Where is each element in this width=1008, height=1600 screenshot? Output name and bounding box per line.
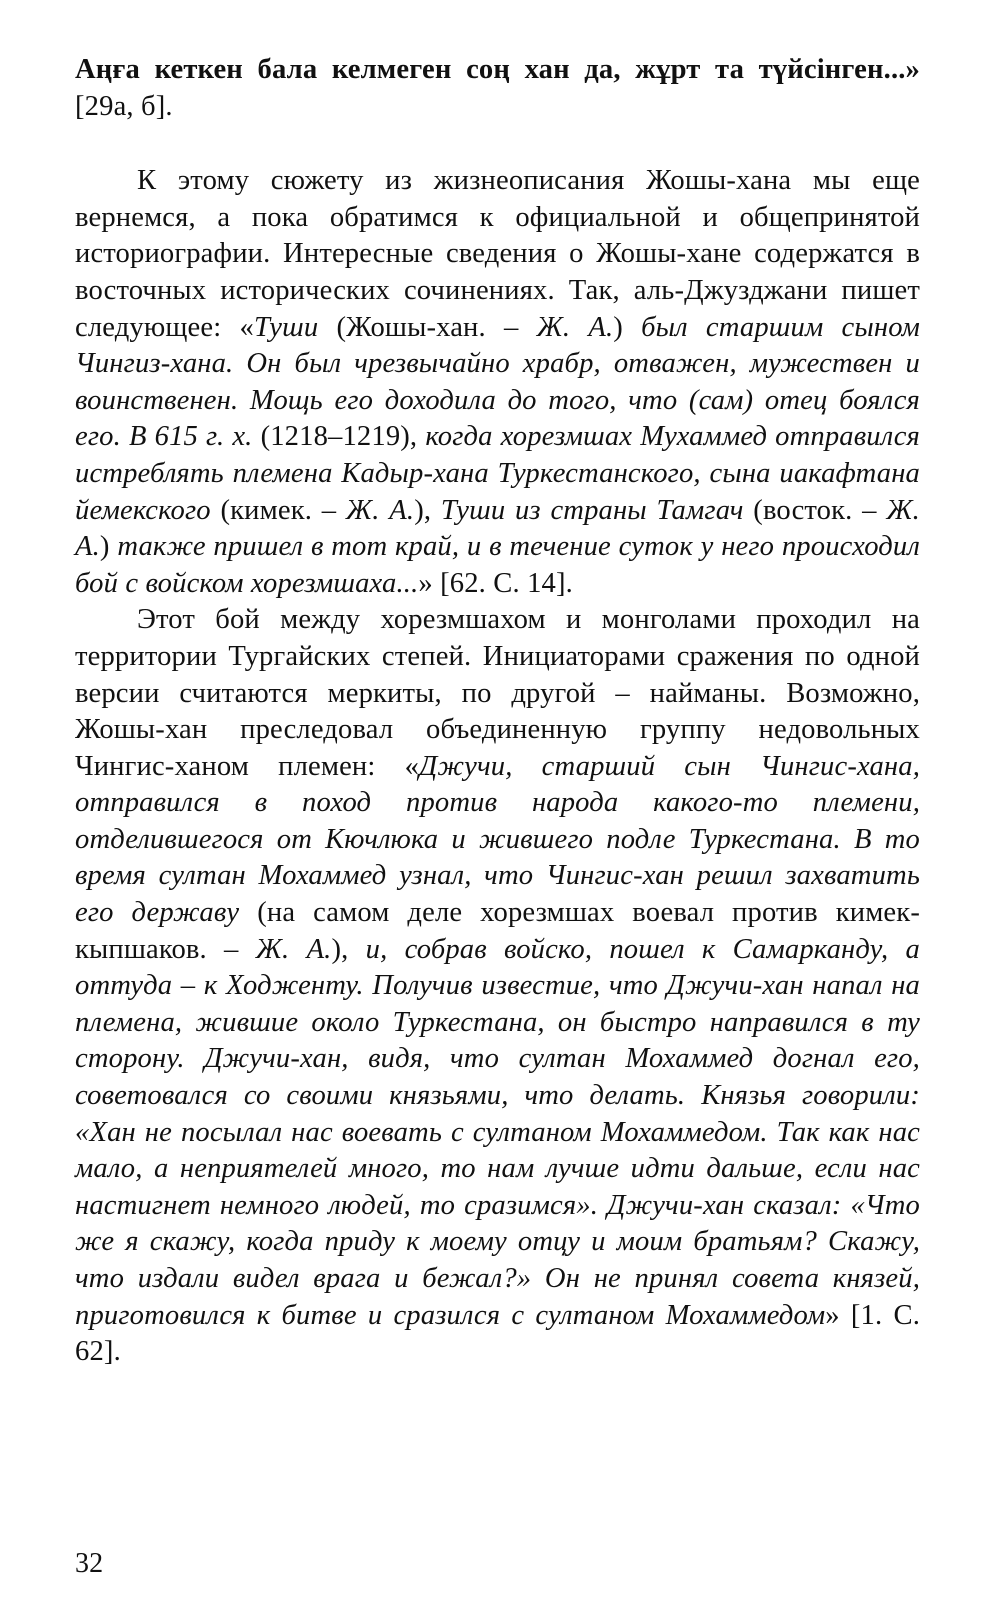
text-segment: ) (99, 531, 118, 563)
text-segment: Этот бой между хорезмшахом и монголами проходил на территории Тургайских степей. Инициаторами сражения по одной версии считаются меркиты, по другой – найманы. Возможно, Жошы-хан преследовал объединенную группу недовольных Чингис-ханом племен: « (75, 604, 920, 782)
citation: » [62. С. 14]. (418, 567, 573, 599)
author-initials: Ж. А. (536, 311, 614, 343)
author-initials: Ж. А. (255, 933, 332, 965)
text-segment: (восток. – (743, 494, 887, 526)
italic-segment: и, собрав войско, пошел к Самарканду, а оттуда – к Ходженту. Получив известие, что Джучи-хан напал на племена, жившие около Туркестана, он быстро направился в ту сторону. Джучи-хан, видя, что султан Мохаммед догнал его, советовался со своими князьями, что делать. Князья говорили: «Хан не посылал нас воевать с султаном Мохаммедом. Так как нас мало, а неприятелей много, то нам лучше идти дальше, если нас настигнет немного людей, то сразимся». Джучи-хан сказал: «Что же я скажу, когда приду к моему отцу и моим братьям? Скажу, что издали видел врага и бежал?» Он не принял совета князей, приготовился к битве и сразился с султаном Мохаммедом (75, 933, 920, 1331)
page-number: 32 (75, 1548, 104, 1579)
kazakh-quote-ending: Аңға кеткен бала келмеген соң хан да, жұрт та түйсінген...» (75, 54, 920, 85)
text-segment: (1218–1219), (252, 421, 426, 453)
paragraph-3 (75, 602, 920, 1370)
paragraph-1 (75, 52, 920, 125)
text-segment: (Жошы-хан. – (318, 311, 537, 343)
italic-segment: Туши из страны Тамгач (440, 494, 744, 526)
text-segment: К этому сюжету из жизнеописания Жошы-хана мы еще вернемся, а пока обратимся к официальной и общепринятой историографии. Интересные сведения о Жошы-хане содержатся в восточных исторических сочинениях. Так, аль-Джузджани пишет следующее: « (75, 165, 920, 343)
author-initials: Ж. А. (345, 494, 415, 526)
italic-segment: был старшим сыном Чингиз-хана. Он был чрезвычайно храбр, отважен, мужествен и воинственен. Мощь его доходила до того, что (сам) отец боялся его. В 615 г. х. (75, 311, 920, 453)
text-segment: (на самом деле хорезмшах воевал против кимек-кыпшаков. – (75, 897, 920, 965)
author-initials: Ж. А. (75, 494, 920, 563)
italic-segment: Туши (253, 311, 319, 343)
text-segment: ), (331, 933, 366, 965)
text-segment: (кимек. – (210, 494, 346, 526)
text-segment: ), (414, 494, 441, 526)
text-segment: ) (613, 311, 642, 343)
paragraph-2 (75, 163, 920, 602)
citation: [29а, б]. (75, 90, 173, 122)
italic-segment: Джучи, старший сын Чингис-хана, отправился в поход против народа какого-то племени, отделившегося от Кючлюка и жившего подле Туркестана. В то время султан Мохаммед узнал, что Чингис-хан решил захватить его державу (75, 750, 920, 929)
italic-segment: также пришел в тот край, и в течение суток у него происходил бой с войском хорезмшаха... (75, 531, 920, 599)
citation: » [1. С. 62]. (75, 1299, 920, 1368)
italic-segment: когда хорезмшах Мухаммед отправился истреблять племена Кадыр-хана Туркестанского, сына иакафтана йемекского (75, 421, 920, 526)
